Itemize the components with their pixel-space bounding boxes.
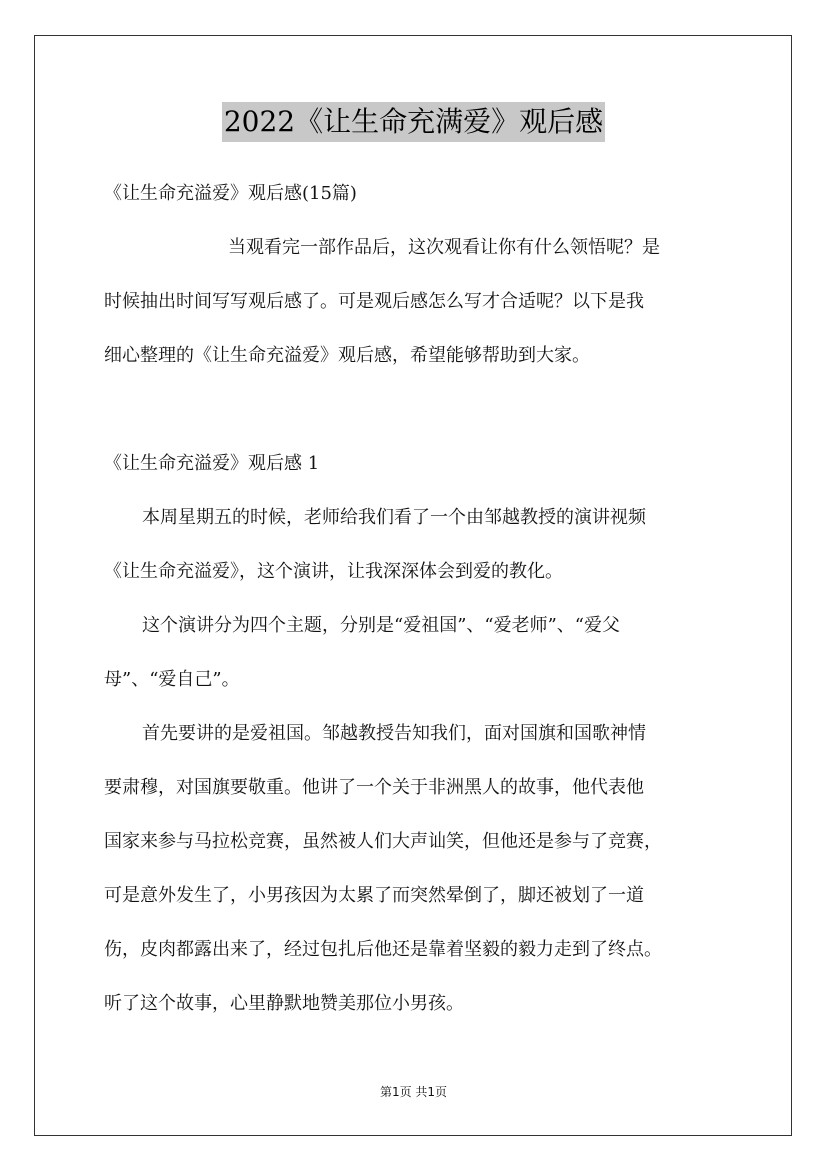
page-footer: 第1页 共1页 [379, 1085, 448, 1099]
body-line-5: 首先要讲的是爱祖国。邹越教授告知我们，面对国旗和国歌神情 [142, 723, 646, 744]
body-line-4: 母”、“爱自己”。 [104, 669, 240, 690]
body-line-9: 伤，皮肉都露出来了，经过包扎后他还是靠着坚毅的毅力走到了终点。 [104, 939, 662, 960]
intro-line-2: 时候抽出时间写写观后感了。可是观后感怎么写才合适呢？以下是我 [104, 291, 644, 312]
body-line-7: 国家来参与马拉松竞赛，虽然被人们大声讪笑，但他还是参与了竞赛， [104, 831, 662, 852]
body-line-10: 听了这个故事，心里静默地赞美那位小男孩。 [104, 993, 464, 1014]
intro-line-3: 细心整理的《让生命充溢爱》观后感，希望能够帮助到大家。 [104, 345, 590, 366]
body-line-1: 本周星期五的时候，老师给我们看了一个由邹越教授的演讲视频 [142, 507, 646, 528]
document-title: 2022《让生命充满爱》观后感 [222, 102, 605, 142]
body-line-2: 《让生命充溢爱》，这个演讲，让我深深体会到爱的教化。 [104, 561, 563, 582]
intro-line-1: 当观看完一部作品后，这次观看让你有什么领悟呢？是 [228, 237, 660, 258]
body-line-6: 要肃穆，对国旗要敬重。他讲了一个关于非洲黑人的故事，他代表他 [104, 777, 644, 798]
document-subtitle: 《让生命充溢爱》观后感(15篇) [104, 183, 357, 204]
body-line-3: 这个演讲分为四个主题，分别是“爱祖国”、“爱老师”、“爱父 [142, 615, 621, 636]
section-heading: 《让生命充溢爱》观后感 1 [104, 453, 320, 474]
title-wrap [0, 102, 827, 142]
body-line-8: 可是意外发生了，小男孩因为太累了而突然晕倒了，脚还被划了一道 [104, 885, 644, 906]
